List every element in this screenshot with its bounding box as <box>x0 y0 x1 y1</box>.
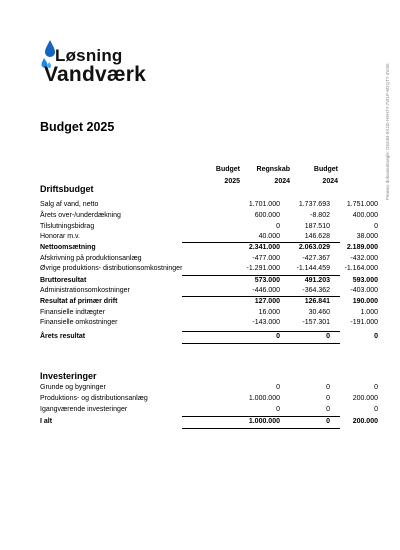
row-value: -364.362 <box>302 287 330 294</box>
row-value: 0 <box>374 333 378 340</box>
row-value: 573.000 <box>254 277 280 284</box>
logo-text-line2: Vandværk <box>44 63 146 86</box>
row-value: 1.000.000 <box>248 395 280 402</box>
row-value: -403.000 <box>350 287 378 294</box>
column-header-budget-2025: Budget 2025 <box>215 166 240 185</box>
row-label: Nettoomsætning <box>40 244 96 251</box>
side-note: Penneo dokumentnøgle: D5Z4B-9XJZI-H9H7Y-7VI1P-M2QT7-4V3I5 <box>385 63 390 200</box>
row-label: Administrationsomkostninger <box>40 287 130 294</box>
row-value: 0 <box>326 395 330 402</box>
subtotal-line <box>280 416 340 417</box>
row-value: 0 <box>326 384 330 391</box>
row-label: I alt <box>40 418 53 425</box>
row-value: 1.000 <box>360 309 378 316</box>
row-value: -191.000 <box>350 319 378 326</box>
table-row <box>40 405 378 415</box>
row-value: 187.510 <box>304 223 330 230</box>
table-row <box>40 318 378 328</box>
row-label: Resultat af primær drift <box>40 298 118 305</box>
row-label: Honorar m.v. <box>40 233 80 240</box>
row-value: 200.000 <box>352 395 378 402</box>
row-value: 190.000 <box>352 298 378 305</box>
table-row <box>40 211 378 221</box>
table-row <box>40 286 378 296</box>
row-value: 146.628 <box>304 233 330 240</box>
row-value: -157.301 <box>302 319 330 326</box>
row-label: Grunde og bygninger <box>40 384 106 391</box>
row-value: 2.189.000 <box>346 244 378 251</box>
row-label: Produktions- og distributionsanlæg <box>40 395 148 402</box>
row-value: 0 <box>374 384 378 391</box>
row-value: 0 <box>326 406 330 413</box>
table-row <box>40 232 378 242</box>
table-row <box>40 332 378 342</box>
row-value: 1.000.000 <box>248 418 280 425</box>
row-label: Finansielle indtægter <box>40 309 105 316</box>
subtotal-line <box>280 296 340 297</box>
row-value: 0 <box>326 418 330 425</box>
row-value: 0 <box>276 223 280 230</box>
row-value: -477.000 <box>252 255 280 262</box>
table-row <box>40 276 378 286</box>
row-value: 593.000 <box>352 277 378 284</box>
subtotal-line <box>280 331 340 332</box>
table-row <box>40 222 378 232</box>
total-underline <box>280 343 340 344</box>
row-label: Øvrige produktions- distributionsomkostninger <box>40 265 183 272</box>
row-value: -143.000 <box>252 319 280 326</box>
page-title: Budget 2025 <box>40 120 115 134</box>
row-value: 0 <box>276 384 280 391</box>
row-value: 38.000 <box>356 233 378 240</box>
row-value: -1.144.459 <box>296 265 330 272</box>
row-value: 491.203 <box>304 277 330 284</box>
table-row <box>40 243 378 253</box>
row-value: -427.367 <box>302 255 330 262</box>
row-value: 2.341.000 <box>248 244 280 251</box>
row-value: 127.000 <box>254 298 280 305</box>
row-value: 1.737.693 <box>298 201 330 208</box>
row-value: 0 <box>374 223 378 230</box>
logo-text-line1: Løsning <box>55 46 123 65</box>
section-heading-drift: Driftsbudget <box>40 184 94 194</box>
row-label: Årets over-/underdækning <box>40 212 121 219</box>
row-value: 40.000 <box>258 233 280 240</box>
row-value: 30.460 <box>308 309 330 316</box>
row-value: 0 <box>276 406 280 413</box>
row-value: 16.000 <box>258 309 280 316</box>
row-value: -1.291.000 <box>246 265 280 272</box>
row-label: Igangværende investeringer <box>40 406 128 413</box>
row-label: Salg af vand, netto <box>40 201 99 208</box>
column-header-regnskab-2024: Regnskab 2024 <box>256 166 290 185</box>
row-label: Bruttoresultat <box>40 277 87 284</box>
subtotal-line <box>280 242 340 243</box>
table-row <box>40 264 378 274</box>
table-row <box>40 297 378 307</box>
row-value: 0 <box>326 333 330 340</box>
row-label: Tilslutningsbidrag <box>40 223 95 230</box>
row-value: 0 <box>276 333 280 340</box>
row-value: 200.000 <box>352 418 378 425</box>
table-row <box>40 254 378 264</box>
row-value: 126.841 <box>304 298 330 305</box>
row-label: Årets resultat <box>40 333 86 340</box>
row-value: 1.701.000 <box>248 201 280 208</box>
row-value: 1.751.000 <box>346 201 378 208</box>
table-row <box>40 394 378 404</box>
column-header-budget-2024: Budget 2024 <box>313 166 338 185</box>
table-row <box>40 308 378 318</box>
table-row <box>40 383 378 393</box>
table-row <box>40 417 378 427</box>
section-heading-investeringer: Investeringer <box>40 371 97 381</box>
row-value: 2.063.029 <box>298 244 330 251</box>
table-row <box>40 200 378 210</box>
row-value: -446.000 <box>252 287 280 294</box>
total-underline <box>280 428 340 429</box>
row-value: -1.164.000 <box>344 265 378 272</box>
row-value: 400.000 <box>352 212 378 219</box>
row-label: Finansielle omkostninger <box>40 319 118 326</box>
row-value: -432.000 <box>350 255 378 262</box>
row-value: -8.802 <box>310 212 330 219</box>
row-value: 600.000 <box>254 212 280 219</box>
row-label: Afskrivning på produktionsanlæg <box>40 255 142 262</box>
row-value: 0 <box>374 406 378 413</box>
subtotal-line <box>280 275 340 276</box>
